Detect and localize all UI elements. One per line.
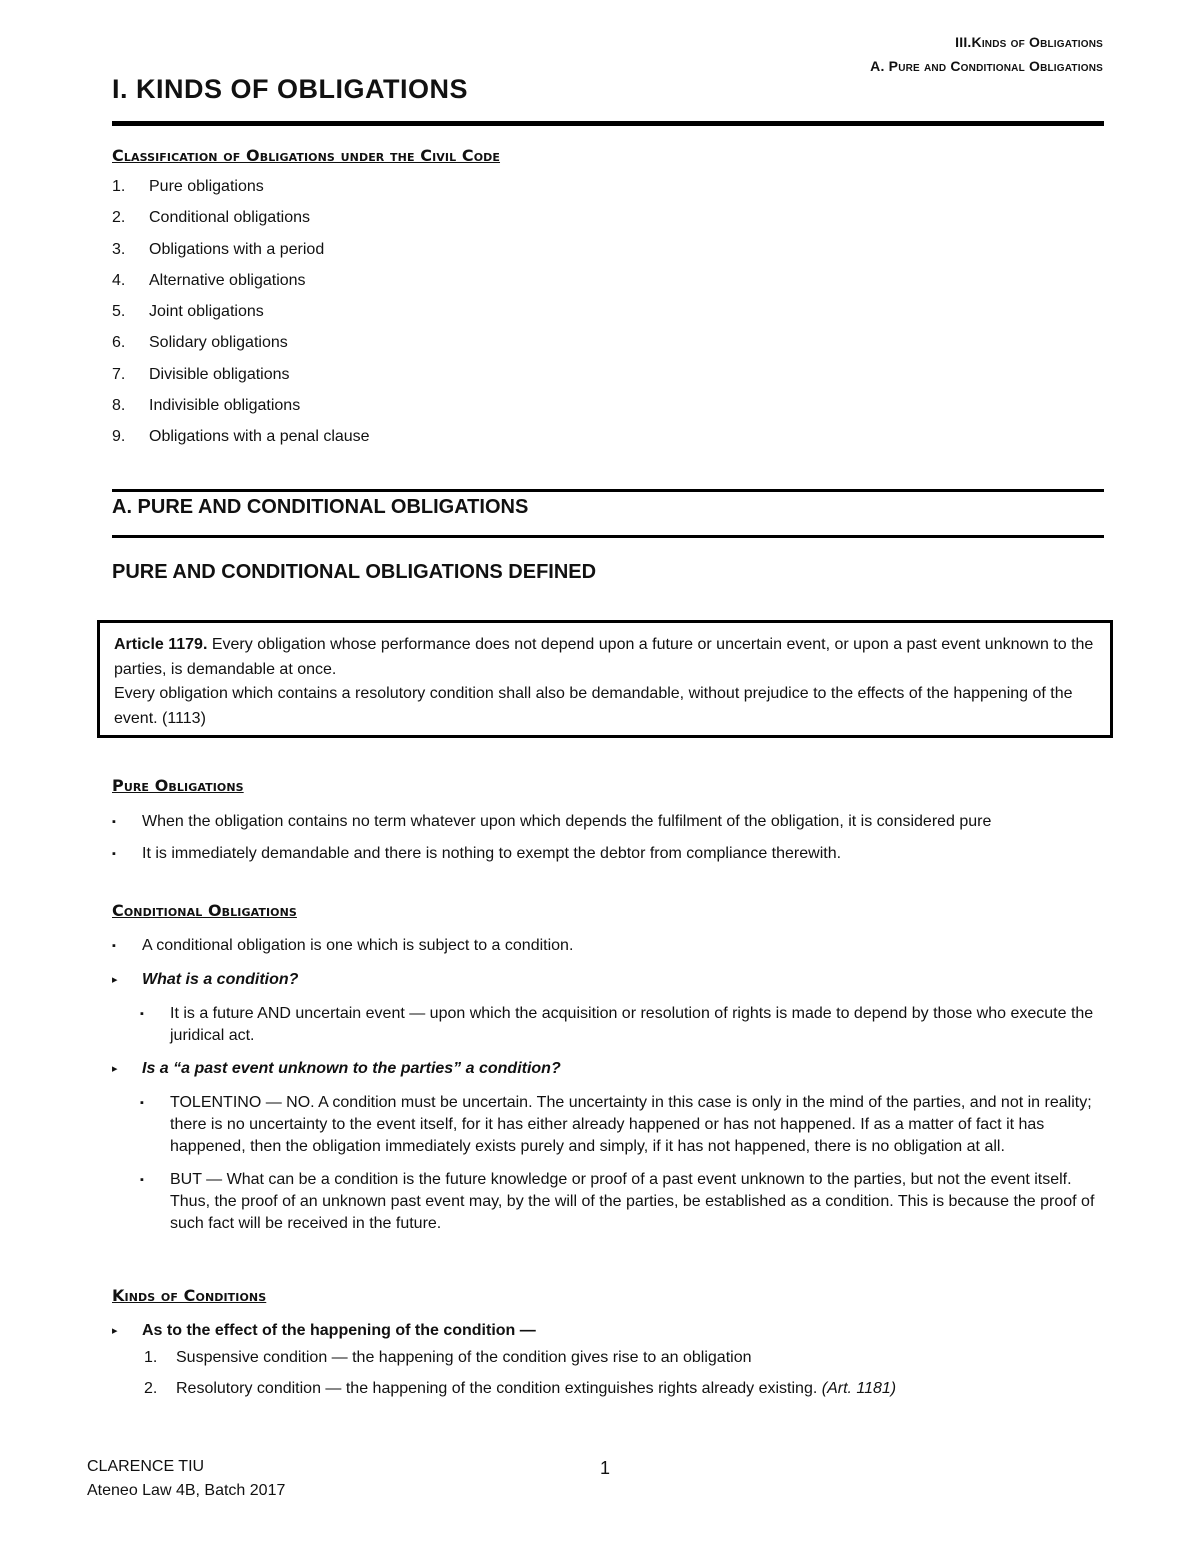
section-a-heading: A. PURE AND CONDITIONAL OBLIGATIONS [112, 496, 529, 518]
article-reference: (Art. 1181) [821, 1380, 897, 1397]
running-header [870, 30, 1103, 78]
answer-item: ▪ It is a future AND uncertain event — upon which the acquisition or resolution of rights is made to depend by those who execute the juridical act. [140, 1003, 1102, 1047]
article-label: Article 1179. [114, 636, 208, 653]
section-rule-bottom [112, 535, 1104, 538]
pure-heading: Pure Obligations [112, 776, 244, 795]
triangle-bullet-icon: ▸ [112, 974, 118, 986]
page-title: I. KINDS OF OBLIGATIONS [112, 74, 469, 104]
answer-item: ▪ BUT — What can be a condition is the future knowledge or proof of a past event unknown to the parties, but not the event itself. Thus, the proof of an unknown past event may, by the will of the parties, be established as a condition. This is because the proof of such fact will be received in the future. [140, 1169, 1102, 1235]
list-item: 1. Suspensive condition — the happening of the condition gives rise to an obligation [144, 1349, 752, 1366]
page-number: 1 [600, 1458, 611, 1478]
question-item: ▸ As to the effect of the happening of the condition — [112, 1320, 1102, 1342]
list-item: 8. Indivisible obligations [112, 397, 301, 415]
triangle-bullet-icon: ▸ [112, 1063, 118, 1075]
article-paragraph-2: Every obligation which contains a resolutory condition shall also be demandable, without prejudice to the effects of the happening of the event. (1113) [114, 685, 1073, 727]
section-defined-heading: PURE AND CONDITIONAL OBLIGATIONS DEFINED [112, 561, 597, 583]
footer-author: CLARENCE TIU [87, 1458, 205, 1475]
classification-heading: Classification of Obligations under the Civil Code [112, 146, 501, 165]
title-rule [112, 121, 1104, 126]
answer-item: ▪ TOLENTINO — NO. A condition must be uncertain. The uncertainty in this case is only in the mind of the parties, and not in reality; there is no uncertainty to the event itself, for it has either already happened or has not happened. If as a matter of fact it has happened, then the obligation immediately exists purely and simply, if it has not happened, there is no obligation at all. [140, 1092, 1102, 1158]
bullet-icon: ▪ [112, 848, 116, 860]
article-box [97, 620, 1113, 738]
list-item: 6. Solidary obligations [112, 334, 288, 352]
question-item: ▸ What is a condition? [112, 969, 1102, 991]
kinds-heading: Kinds of Conditions [112, 1286, 267, 1305]
list-item: 7. Divisible obligations [112, 365, 290, 383]
classification-list [112, 174, 370, 456]
footer [87, 1455, 285, 1503]
bullet-icon: ▪ [112, 816, 116, 828]
bullet-icon: ▪ [112, 940, 116, 952]
bullet-icon: ▪ [140, 1097, 144, 1109]
triangle-bullet-icon: ▸ [112, 1325, 118, 1337]
conditional-heading: Conditional Obligations [112, 901, 297, 920]
list-item: 2. Resolutory condition — the happening of the condition extinguishes rights already existing. (Art. 1181) [144, 1380, 897, 1397]
article-paragraph-1: Article 1179. Every obligation whose performance does not depend upon a future or uncertain event, or upon a past event unknown to the parties, is demandable at once. [114, 636, 1094, 678]
list-item: 1. Pure obligations [112, 178, 264, 195]
list-item: 2. Conditional obligations [112, 209, 310, 227]
running-header-line1: III.Kinds of Obligations [955, 34, 1103, 50]
question-item: ▸ Is a “a past event unknown to the parties” a condition? [112, 1058, 1102, 1080]
list-item: 4. Alternative obligations [112, 271, 306, 289]
bullet-icon: ▪ [140, 1008, 144, 1020]
section-rule-top [112, 489, 1104, 492]
list-item: 9. Obligations with a penal clause [112, 428, 370, 446]
list-item: 5. Joint obligations [112, 303, 264, 321]
footer-school: Ateneo Law 4B, Batch 2017 [87, 1482, 286, 1499]
kinds-list [112, 1320, 1102, 1400]
running-header-line2: A. Pure and Conditional Obligations [870, 58, 1103, 74]
list-item: ▪ A conditional obligation is one which is subject to a condition. [112, 935, 1102, 957]
list-item: ▪ It is immediately demandable and there is nothing to exempt the debtor from compliance therewith. [112, 843, 1102, 865]
conditional-bullets [112, 935, 1102, 1235]
bullet-icon: ▪ [140, 1174, 144, 1186]
pure-bullets [112, 811, 1102, 865]
list-item: 3. Obligations with a period [112, 240, 325, 258]
list-item: ▪ When the obligation contains no term whatever upon which depends the fulfilment of the obligation, it is considered pure [112, 811, 1102, 833]
